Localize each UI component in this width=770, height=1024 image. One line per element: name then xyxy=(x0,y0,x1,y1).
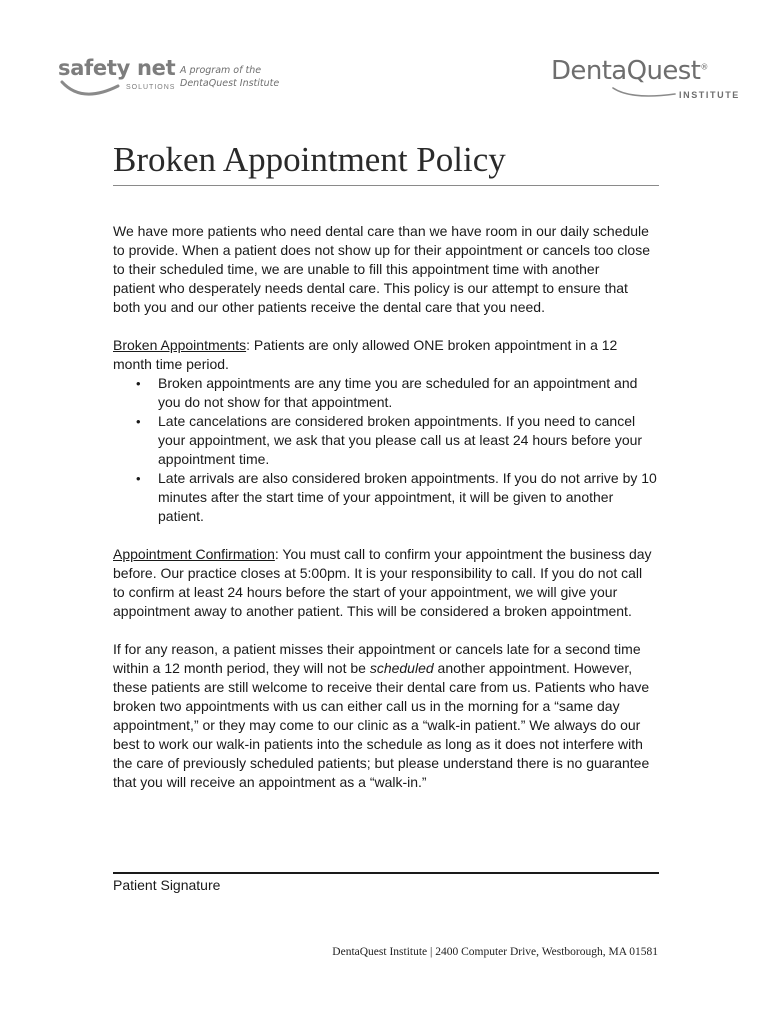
broken-bullet-list xyxy=(113,374,665,526)
second-miss-section xyxy=(113,640,665,792)
program-tagline xyxy=(180,64,279,90)
broken-appointments-section xyxy=(113,336,665,526)
second-line: If for any reason, a patient misses their appointment or cancels late for a second time xyxy=(113,641,641,657)
intro-line: patient who desperately needs dental care. This policy is our attempt to ensure that xyxy=(113,280,628,296)
bullet-icon: • xyxy=(136,376,141,391)
bullet-line: Late cancelations are considered broken appointments. If you need to cancel xyxy=(158,413,636,429)
trademark-mark: ® xyxy=(700,62,708,72)
list-item xyxy=(113,374,665,412)
footer-address xyxy=(332,946,658,958)
intro-paragraph xyxy=(113,222,665,317)
second-line: these patients are still welcome to receive their dental care from us. Patients who have xyxy=(113,679,650,695)
broken-intro-line-2: month time period. xyxy=(113,356,229,372)
second-line-2 xyxy=(113,659,665,678)
dentaquest-wordmark xyxy=(551,56,708,86)
broken-intro-text: : Patients are only allowed ONE broken appointment in a 12 xyxy=(246,337,618,353)
bullet-line: patient. xyxy=(158,508,204,524)
page-title: Broken Appointment Policy xyxy=(113,140,506,179)
bullet-line: appointment time. xyxy=(158,451,270,467)
safety-net-wordmark: safety net xyxy=(58,56,176,80)
confirm-intro-line xyxy=(113,545,665,564)
bullet-line: minutes after the start time of your appointment, it will be given to another xyxy=(158,489,614,505)
second-line-2-end: another appointment. However, xyxy=(433,660,633,676)
second-line-2-start: within a 12 month period, they will not be xyxy=(113,660,370,676)
patient-signature-label: Patient Signature xyxy=(113,877,221,893)
list-item xyxy=(113,412,665,469)
intro-line: to provide. When a patient does not show up for their appointment or cancels too close xyxy=(113,242,650,258)
second-line: appointment,” or they may come to our clinic as a “walk-in patient.” We always do our xyxy=(113,717,641,733)
broken-intro-line xyxy=(113,336,665,355)
broken-appointments-heading: Broken Appointments xyxy=(113,337,247,353)
safety-net-logo xyxy=(58,56,288,108)
dentaquest-institute-label: INSTITUTE xyxy=(679,90,740,100)
scheduled-emphasis: scheduled xyxy=(369,660,434,676)
dentaquest-logo xyxy=(551,56,751,106)
footer-org: DentaQuest Institute xyxy=(332,946,428,958)
safety-net-subtitle: SOLUTIONS xyxy=(126,84,176,91)
safety-net-arc-icon xyxy=(60,78,120,102)
appointment-confirmation-section xyxy=(113,545,665,621)
bullet-line: you do not show for that appointment. xyxy=(158,394,393,410)
second-line: best to work our walk-in patients into the schedule as long as it does not interfere with xyxy=(113,736,643,752)
signature-line[interactable] xyxy=(113,872,659,874)
program-line-2: DentaQuest Institute xyxy=(180,78,280,89)
appointment-confirmation-heading: Appointment Confirmation xyxy=(113,546,275,562)
confirm-intro-text: : You must call to confirm your appointment the business day xyxy=(274,546,652,562)
second-line: that you will receive an appointment as a “walk-in.” xyxy=(113,774,427,790)
bullet-line: your appointment, we ask that you please call us at least 24 hours before your xyxy=(158,432,643,448)
list-item xyxy=(113,469,665,526)
policy-body xyxy=(113,222,665,792)
program-line-1: A program of the xyxy=(180,65,262,76)
second-line: the care of previously scheduled patients; but please understand there is no guarantee xyxy=(113,755,650,771)
confirm-line: before. Our practice closes at 5:00pm. It is your responsibility to call. If you do not call xyxy=(113,565,643,581)
confirm-line: to confirm at least 24 hours before the start of your appointment, we will give your xyxy=(113,584,618,600)
bullet-icon: • xyxy=(136,414,141,429)
footer-separator: | xyxy=(430,946,433,958)
title-divider xyxy=(113,185,659,186)
intro-line: both you and our other patients receive the dental care that you need. xyxy=(113,299,545,315)
intro-line: to their scheduled time, we are unable to fill this appointment time with another xyxy=(113,261,600,277)
confirm-line: appointment away to another patient. This will be considered a broken appointment. xyxy=(113,603,632,619)
dentaquest-name: DentaQuest xyxy=(551,56,701,86)
intro-line: We have more patients who need dental care than we have room in our daily schedule xyxy=(113,223,649,239)
bullet-line: Late arrivals are also considered broken appointments. If you do not arrive by 10 xyxy=(158,470,657,486)
bullet-icon: • xyxy=(136,471,141,486)
bullet-line: Broken appointments are any time you are scheduled for an appointment and xyxy=(158,375,638,391)
footer-street: 2400 Computer Drive, Westborough, MA 01581 xyxy=(435,946,658,958)
second-line: broken two appointments with us can either call us in the morning for a “same day xyxy=(113,698,620,714)
